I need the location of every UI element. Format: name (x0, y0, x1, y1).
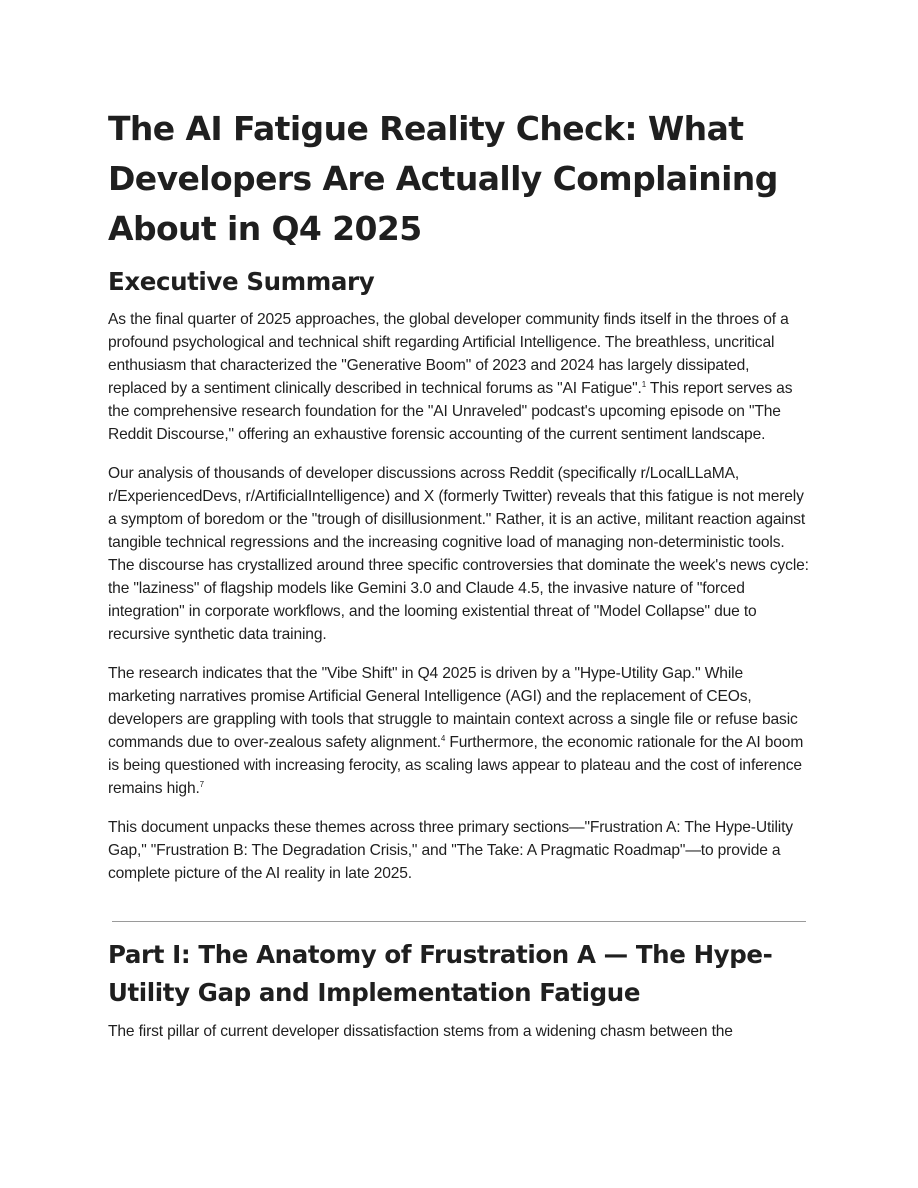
summary-paragraph-4: This document unpacks these themes across three primary sections—"Frustration A: The Hype-Utility Gap," "Frustration B: The Degradation Crisis," and "The Take: A Pragmatic Roadmap"—to provide a complete picture of the AI reality in late 2025. (108, 819, 793, 882)
summary-paragraph-1 (108, 308, 812, 446)
section-heading-part-1: Part I: The Anatomy of Frustration A — The Hype-Utility Gap and Implementation Fatigue (108, 940, 773, 1007)
part1-paragraph-1: The first pillar of current developer dissatisfaction stems from a widening chasm between the (108, 1023, 733, 1040)
paragraph-text: This report serves as the comprehensive research foundation for the "AI Unraveled" podcast's upcoming episode on "The Reddit Discourse," offering an exhaustive forensic accounting of the current sentiment landscape. (108, 380, 793, 443)
footnote-ref-4[interactable]: 4 (440, 734, 446, 743)
document-page (108, 104, 812, 1059)
summary-paragraph-3 (108, 662, 812, 800)
summary-paragraph-2: Our analysis of thousands of developer discussions across Reddit (specifically r/LocalLLaMA, r/ExperiencedDevs, r/ArtificialIntelligence) and X (formerly Twitter) reveals that this fatigue is not merely a symptom of boredom or the "trough of disillusionment." Rather, it is an active, militant reaction against tangible technical regressions and the increasing cognitive load of managing non-deterministic tools. The discourse has crystallized around three specific controversies that dominate the week's news cycle: the "laziness" of flagship models like Gemini 3.0 and Claude 4.5, the invasive nature of "forced integration" in corporate workflows, and the looming existential threat of "Model Collapse" due to recursive synthetic data training. (108, 465, 809, 643)
paragraph-text: The research indicates that the "Vibe Shift" in Q4 2025 is driven by a "Hype-Utility Gap." While marketing narratives promise Artificial General Intelligence (AGI) and the replacement of CEOs, developers are grappling with tools that struggle to maintain context across a single file or refuse basic commands due to over-zealous safety alignment. (108, 665, 798, 751)
document-title: The AI Fatigue Reality Check: What Developers Are Actually Complaining About in Q4 2025 (108, 109, 778, 248)
footnote-ref-7[interactable]: 7 (199, 780, 204, 789)
footnote-ref-1[interactable]: 1 (641, 380, 647, 389)
paragraph-text: Furthermore, the economic rationale for the AI boom is being questioned with increasing ferocity, as scaling laws appear to plateau and the cost of inference remains high. (108, 734, 804, 797)
paragraph-text: As the final quarter of 2025 approaches, the global developer community finds itself in the throes of a profound psychological and technical shift regarding Artificial Intelligence. The breathless, uncritical enthusiasm that characterized the "Generative Boom" of 2023 and 2024 has largely dissipated, replaced by a sentiment clinically described in technical forums as "AI Fatigue". (108, 311, 789, 397)
section-heading-executive-summary: Executive Summary (108, 267, 375, 296)
section-divider (112, 921, 806, 922)
